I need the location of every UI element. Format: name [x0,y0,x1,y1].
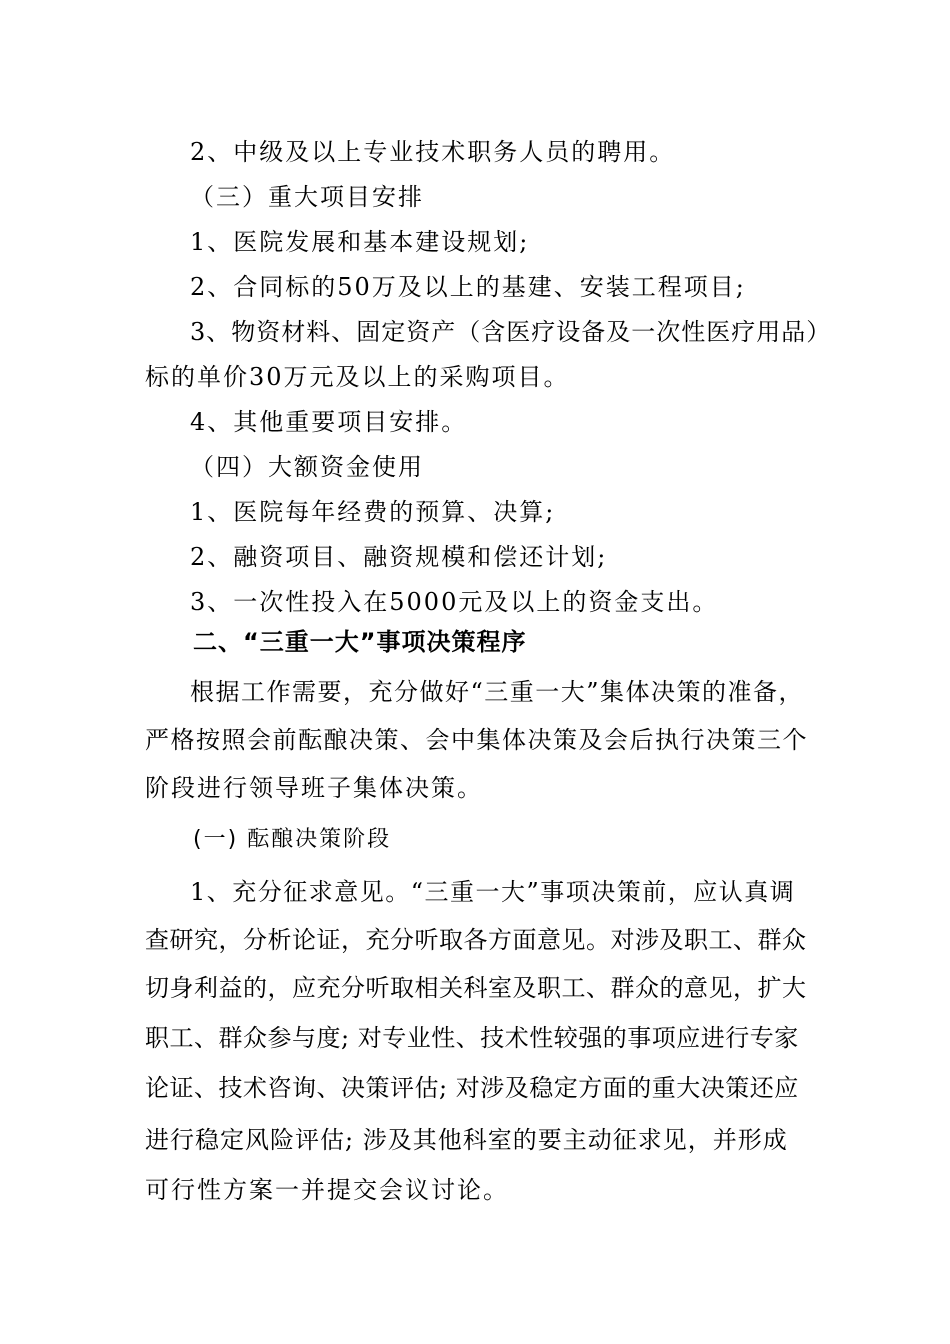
paragraph-line: 论证、技术咨询、决策评估; 对涉及稳定方面的重大决策还应 [145,1074,799,1102]
list-item-continuation: 标的单价30万元及以上的采购项目。 [145,363,570,391]
list-item: 1、医院发展和基本建设规划; [190,228,530,256]
list-item: 4、其他重要项目安排。 [190,408,468,436]
list-item: 2、中级及以上专业技术职务人员的聘用。 [190,138,676,166]
list-item: 3、一次性投入在5000元及以上的资金支出。 [190,588,719,616]
list-item: 2、融资项目、融资规模和偿还计划; [190,543,608,571]
section-subheading: （三）重大项目安排 [190,183,424,211]
paragraph-line: 可行性方案一并提交会议讨论。 [145,1176,509,1204]
section-subheading: （四）大额资金使用 [190,453,424,481]
paragraph-line: 进行稳定风险评估; 涉及其他科室的要主动征求见，并形成 [145,1126,788,1154]
section-heading: 二、“三重一大”事项决策程序 [193,628,527,656]
paragraph-line: 切身利益的，应充分听取相关科室及职工、群众的意见，扩大 [145,974,807,1002]
paragraph-line: 1、充分征求意见。“三重一大”事项决策前，应认真调 [190,878,796,906]
paragraph-line: 查研究，分析论证，充分听取各方面意见。对涉及职工、群众 [145,926,807,954]
list-item: 1、医院每年经费的预算、决算; [190,498,556,526]
list-item: 3、物资材料、固定资产（含医疗设备及一次性医疗用品） [190,318,832,346]
paragraph-line: 严格按照会前酝酿决策、会中集体决策及会后执行决策三个 [145,726,808,754]
paragraph-line: 阶段进行领导班子集体决策。 [145,774,483,802]
paragraph-line: 根据工作需要，充分做好“三重一大”集体决策的准备， [190,678,805,706]
list-item: 2、合同标的50万及以上的基建、安装工程项目; [190,273,746,301]
section-subheading: (一) 酝酿决策阶段 [193,827,392,852]
paragraph-line: 职工、群众参与度; 对专业性、技术性较强的事项应进行专家 [145,1024,799,1052]
